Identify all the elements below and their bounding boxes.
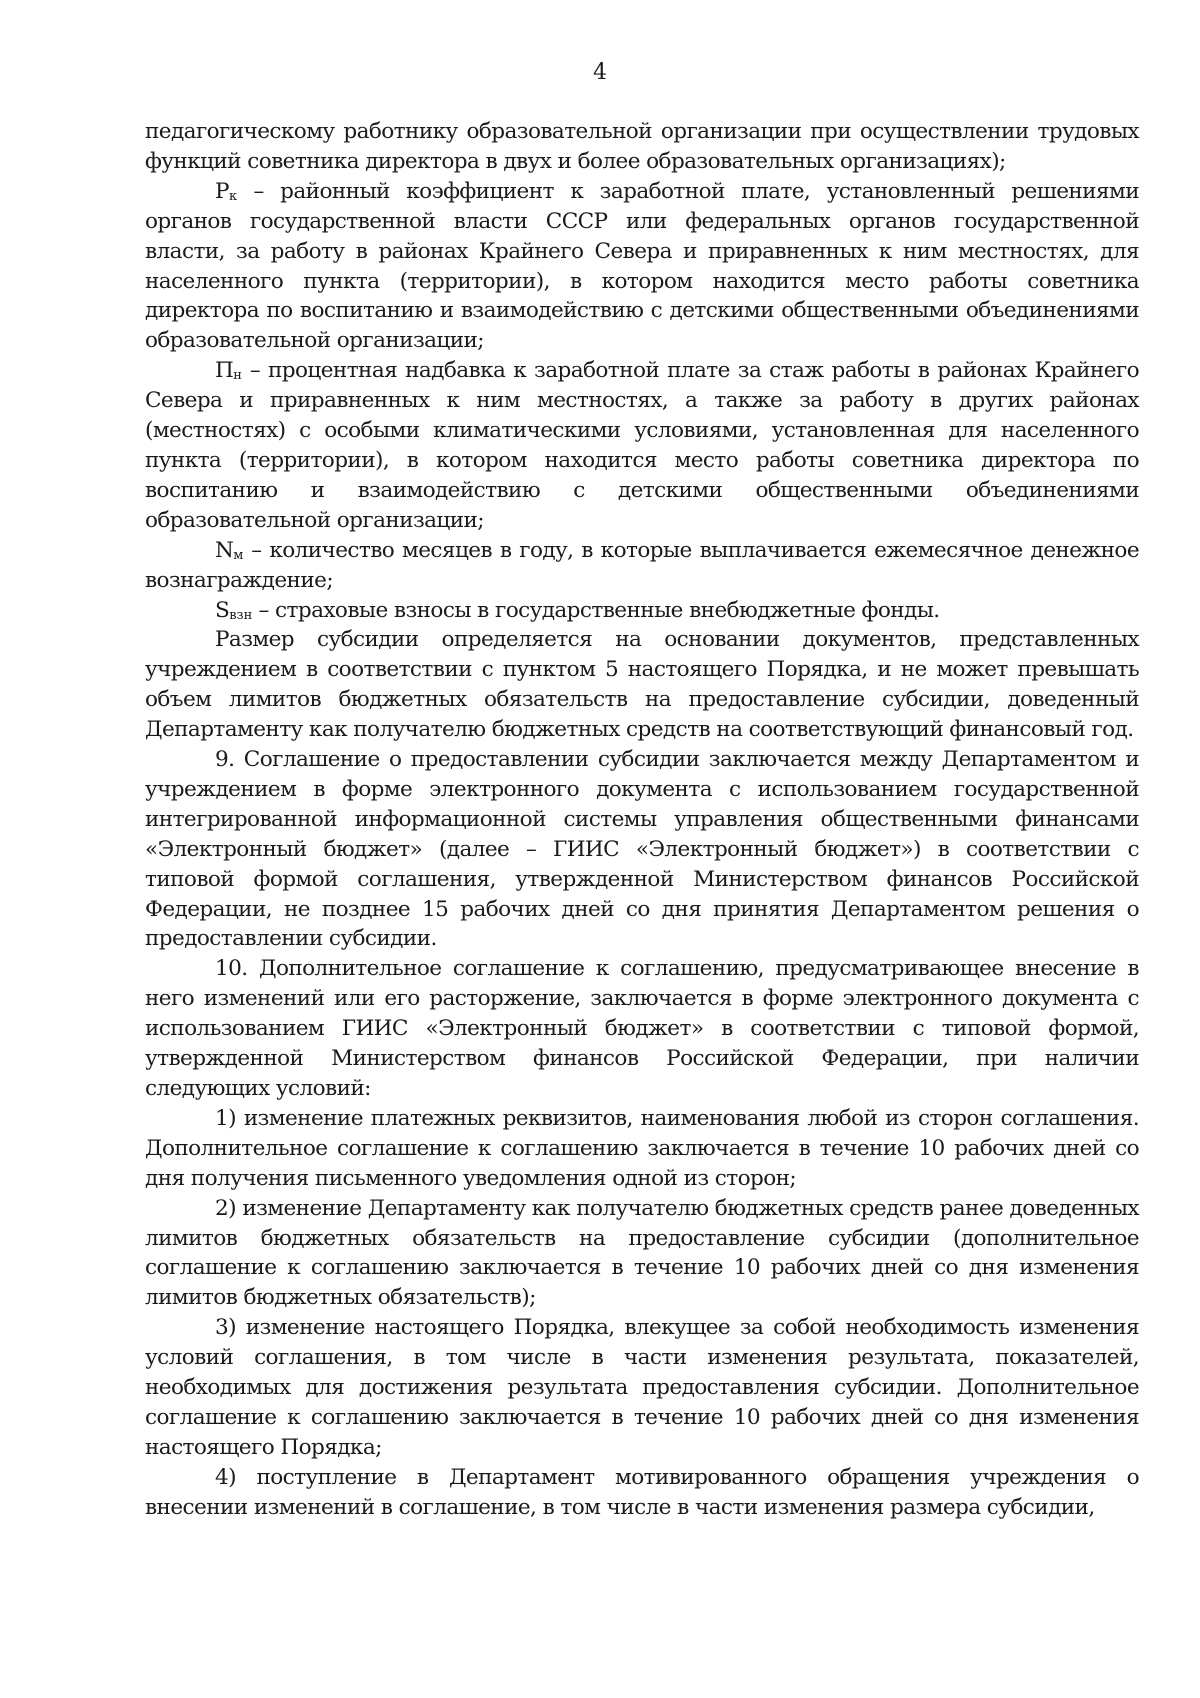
formula-symbol: П [215, 358, 234, 384]
paragraph-text: 10. Дополнительное соглашение к соглашению, предусматривающее внесение в него изменений или его расторжение, заключается в форме электронного документа с использованием ГИИС «Электронный бюджет» в соответствии с типовой формой, утвержденной Министерством финансов Российской Федерации, при наличии следующих условий: [145, 956, 1139, 1101]
definition-pn [145, 356, 1139, 535]
paragraph-continuation [145, 117, 1139, 177]
page-number: 4 [593, 60, 607, 85]
paragraph-text: 1) изменение платежных реквизитов, наименования любой из сторон соглашения. Дополнительное соглашение к соглашению заключается в течение 10 рабочих дней со дня получения письменного уведомления одной из сторон; [145, 1105, 1139, 1191]
paragraph-text: педагогическому работнику образовательной организации при осуществлении трудовых функций советника директора в двух и более образовательных организациях); [145, 119, 1139, 174]
paragraph-text: Размер субсидии определяется на основании документов, представленных учреждением в соответствии с пунктом 5 настоящего Порядка, и не может превышать объем лимитов бюджетных обязательств на предоставление субсидии, доведенный Департаменту как получателю бюджетных средств на соответствующий финансовый год. [145, 627, 1139, 743]
formula-subscript: м [233, 547, 244, 563]
paragraph-item-9 [145, 745, 1139, 954]
paragraph-text: – количество месяцев в году, в которые выплачивается ежемесячное денежное вознаграждение; [145, 537, 1139, 593]
paragraph-item-10 [145, 954, 1139, 1104]
formula-subscript: к [228, 188, 238, 204]
paragraph-text: 9. Соглашение о предоставлении субсидии заключается между Департаментом и учреждением в форме электронного документа с использованием государственной интегрированной информационной системы управления общественными финансами «Электронный бюджет» (далее – ГИИС «Электронный бюджет») в соответствии с типовой формой соглашения, утвержденной Министерством финансов Российской Федерации, не позднее 15 рабочих дней со дня принятия Департаментом решения о предоставлении субсидии. [145, 747, 1139, 952]
formula-subscript: взн [229, 607, 253, 623]
formula-symbol: Р [215, 178, 229, 204]
paragraph-subsidy-size [145, 625, 1139, 745]
list-item-2 [145, 1194, 1139, 1314]
paragraph-text: 2) изменение Департаменту как получателю бюджетных средств ранее доведенных лимитов бюджетных обязательств на предоставление субсидии (дополнительное соглашение к соглашению заключается в течение 10 рабочих дней со дня изменения лимитов бюджетных обязательств); [145, 1195, 1139, 1311]
paragraph-text: – процентная надбавка к заработной плате за стаж работы в районах Крайнего Севера и приравненных к ним местностях, а также за работу в других районах (местностях) с особыми климатическими условиями, установленная для населенного пункта (территории), в котором находится место работы советника директора по воспитанию и взаимодействию с детскими общественными объединениями образовательной организации; [145, 358, 1139, 533]
list-item-3 [145, 1313, 1139, 1463]
definition-rk [145, 177, 1139, 356]
document-body [145, 117, 1139, 1523]
formula-subscript: н [233, 368, 242, 384]
list-item-4 [145, 1463, 1139, 1523]
formula-symbol: N [215, 537, 234, 563]
definition-svzn [145, 596, 1139, 626]
paragraph-text: 3) изменение настоящего Порядка, влекущее за собой необходимость изменения условий соглашения, в том числе в части изменения результата, показателей, необходимых для достижения результата предоставления субсидии. Дополнительное соглашение к соглашению заключается в течение 10 рабочих дней со дня изменения настоящего Порядка; [145, 1315, 1139, 1460]
formula-symbol: S [215, 597, 230, 623]
list-item-1 [145, 1104, 1139, 1194]
paragraph-text: – районный коэффициент к заработной плате, установленный решениями органов государственной власти СССР или федеральных органов государственной власти, за работу в районах Крайнего Севера и приравненных к ним местностях, для населенного пункта (территории), в котором находится место работы советника директора по воспитанию и взаимодействию с детскими общественными объединениями образовательной организации; [145, 178, 1139, 354]
paragraph-text: – страховые взносы в государственные внебюджетные фонды. [252, 597, 940, 623]
paragraph-text: 4) поступление в Департамент мотивированного обращения учреждения о внесении изменений в соглашение, в том числе в части изменения размера субсидии, [145, 1464, 1139, 1520]
definition-nm [145, 536, 1139, 596]
